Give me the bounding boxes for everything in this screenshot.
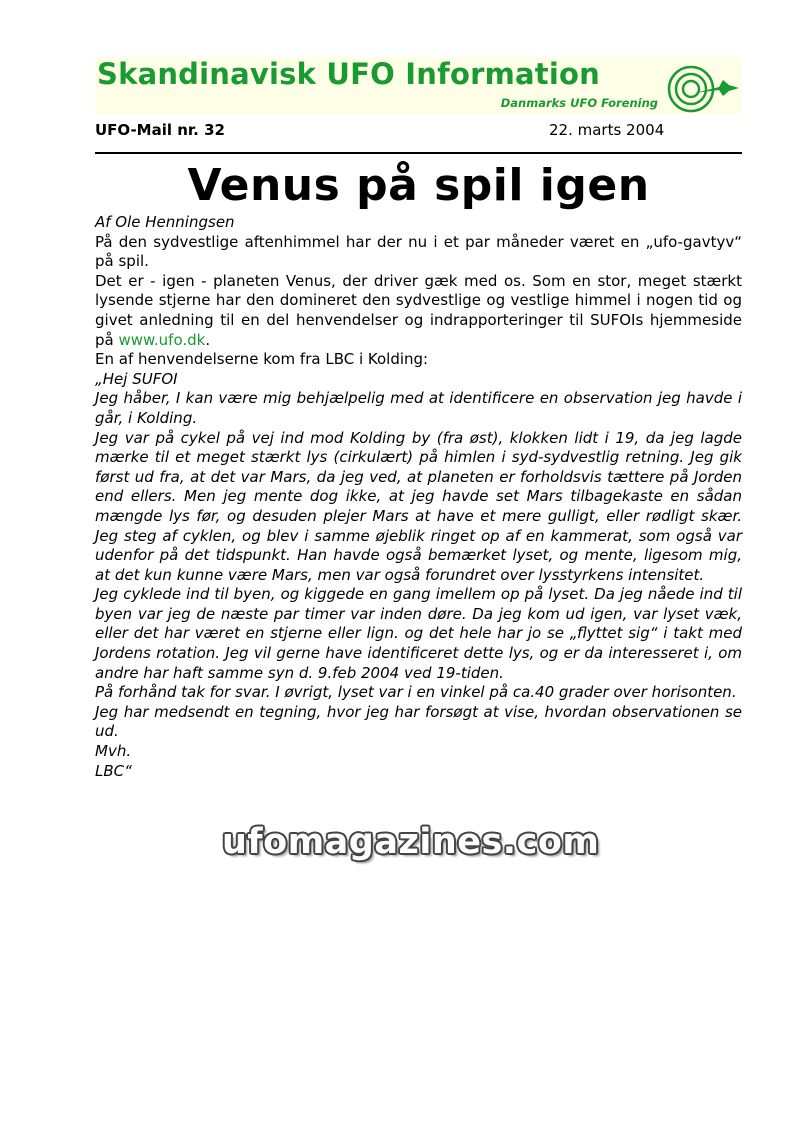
letter-line: Jeg cyklede ind til byen, og kiggede en gang imellem op på lyset. Da jeg nåede ind til byen var jeg de næste par timer var inden døre. Da jeg kom ud igen, var lyset væk, eller det har været en stjerne eller lign. og det hele har jo se „flyttet sig“ i takt med Jordens rotation. Jeg vil gerne have identificeret dette lys, og er da interesseret i, om andre har haft samme syn d. 9.feb 2004 ved 19-tiden.	[95, 585, 742, 682]
paragraph-text: .	[205, 330, 211, 349]
article-paragraph	[95, 272, 742, 350]
letter-line: Mvh.	[95, 742, 132, 761]
letter-line: LBC“	[95, 761, 132, 780]
issue-number: UFO-Mail nr. 32	[95, 121, 225, 139]
letter-line: Jeg håber, I kan være mig behjælpelig med at identificere en observation jeg havde i går, i Kolding.	[95, 389, 742, 427]
letter-line: Jeg var på cykel på vej ind mod Kolding by (fra øst), klokken lidt i 19, da jeg lagde mærke til et meget stærkt lys (cirkulært) på himlen i syd-sydvestlig retning. Jeg gik først ud fra, at det var Mars, da jeg ved, at planeten er forholdsvis tættere på Jorden end ellers. Men jeg mente dog ikke, at jeg havde set Mars tilbagekaste en sådan mængde lys før, og desuden plejer Mars at have et mere gulligt, eller rødligt skær. Jeg steg af cyklen, og blev i samme øjeblik ringet op af en kammerat, som også var udenfor på det tidspunkt. Han havde også bemærket lyset, og mente, ligesom mig, at det kun kunne være Mars, men var også forundret over lysstyrkens intensitet.	[95, 428, 742, 584]
masthead-subtitle: Danmarks UFO Forening	[500, 96, 658, 110]
letter-line: Jeg har medsendt en tegning, hvor jeg har forsøgt at vise, hvordan observationen se ud.	[95, 702, 742, 741]
article-paragraph: En af henvendelserne kom fra LBC i Kolding:	[95, 350, 429, 369]
sufoi-website-link[interactable]: www.ufo.dk	[118, 330, 206, 349]
article-byline: Af Ole Henningsen	[95, 213, 235, 231]
article-paragraph: På den sydvestlige aftenhimmel har der nu i et par måneder været en „ufo-gavtyv“ på spil.	[95, 232, 742, 271]
letter-line: „Hej SUFOI	[95, 369, 178, 388]
header-divider	[95, 152, 742, 154]
article-body	[95, 213, 742, 781]
masthead-banner	[95, 57, 742, 114]
watermark: ufomagazines.com	[222, 822, 600, 862]
article-headline: Venus på spil igen	[187, 160, 650, 211]
issue-date: 22. marts 2004	[549, 121, 665, 139]
masthead-title: Skandinavisk UFO Information	[97, 57, 600, 91]
paragraph-text: Det er - igen - planeten Venus, der driver gæk med os. Som en stor, meget stærkt lysende stjerne har den domineret den sydvestlige og vestlige himmel i nogen tid og givet anledning til en del henvendelser og indrapporteringer til SUFOIs hjemmeside på	[95, 271, 742, 349]
ufo-target-logo-icon	[665, 60, 741, 114]
letter-line: På forhånd tak for svar. I øvrigt, lyset var i en vinkel på ca.40 grader over horisonten.	[95, 683, 737, 702]
